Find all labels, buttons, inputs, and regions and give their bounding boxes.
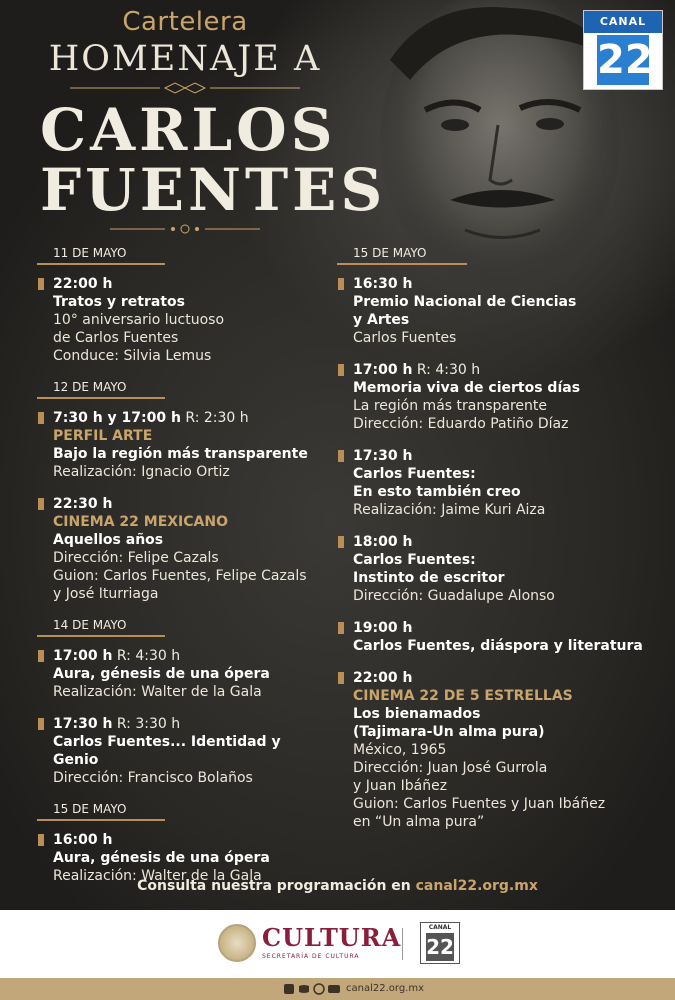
canal22-logo-label: CANAL: [584, 11, 662, 33]
cartelera-label: Cartelera: [122, 7, 248, 37]
consulta-text: Consulta nuestra programación en: [137, 878, 416, 894]
event-detail: Dirección: Guadalupe Alonso: [353, 588, 555, 604]
date-heading: 11 DE MAYO: [37, 245, 165, 265]
date-heading: 12 DE MAYO: [37, 379, 165, 399]
schedule-event: [337, 361, 657, 433]
event-detail: La región más transparente: [353, 398, 548, 414]
event-detail: Carlos Fuentes: [353, 330, 457, 346]
event-title: Carlos Fuentes:: [353, 466, 476, 482]
canal22-small-logo: [420, 922, 460, 964]
schedule-event: [37, 715, 327, 787]
schedule-event: [337, 447, 657, 519]
event-detail: 10° aniversario luctuoso: [53, 312, 225, 328]
event-detail: Dirección: Juan José Gurrola: [353, 760, 548, 776]
event-time: 22:30 h: [53, 496, 113, 512]
event-detail: Guion: Carlos Fuentes, Felipe Cazals: [53, 568, 307, 584]
event-detail: Realización: Jaime Kuri Aiza: [353, 502, 546, 518]
event-rerun: R: 4:30 h: [416, 362, 481, 378]
event-detail: Conduce: Silvia Lemus: [53, 348, 212, 364]
schedule-event: [337, 533, 657, 605]
event-detail: Dirección: Felipe Cazals: [53, 550, 219, 566]
consulta-url-link[interactable]: canal22.org.mx: [415, 878, 538, 894]
consulta-line: [0, 878, 675, 894]
ornament-divider-icon: [70, 81, 300, 95]
event-detail: y Juan Ibáñez: [353, 778, 448, 794]
event-detail: Realización: Walter de la Gala: [53, 868, 262, 884]
event-title: Premio Nacional de Ciencias: [353, 294, 577, 310]
event-time: 22:00 h: [353, 670, 413, 686]
event-title-continued: y Artes: [353, 312, 410, 328]
schedule-event: [37, 495, 327, 603]
social-bar: [0, 978, 675, 1000]
event-detail: México, 1965: [353, 742, 447, 758]
canal22-logo-number: 22: [597, 37, 653, 83]
schedule-right-column: [337, 245, 657, 845]
twitter-icon[interactable]: [299, 985, 309, 993]
event-rerun: R: 3:30 h: [116, 716, 181, 732]
canal22-small-logo-number: 22: [426, 935, 454, 959]
title-block: [40, 6, 387, 240]
event-detail: y José Iturriaga: [53, 586, 159, 602]
event-title: Aura, génesis de una ópera: [53, 666, 270, 682]
event-title: Tratos y retratos: [53, 294, 185, 310]
event-title-continued: En esto también creo: [353, 484, 521, 500]
facebook-icon[interactable]: [284, 984, 294, 994]
secretaria-label: SECRETARÍA DE CULTURA: [262, 953, 360, 960]
event-time: 22:00 h: [53, 276, 113, 292]
event-title: Aquellos años: [53, 532, 164, 548]
name-last: FUENTES: [40, 156, 387, 224]
event-title-continued: (Tajimara-Un alma pura): [353, 724, 545, 740]
date-heading: 15 DE MAYO: [37, 801, 165, 821]
event-time: 16:30 h: [353, 276, 413, 292]
event-detail: Realización: Ignacio Ortiz: [53, 464, 230, 480]
homenaje-heading: HOMENAJE A: [48, 39, 322, 79]
schedule-event: [37, 831, 327, 885]
event-title: Bajo la región más transparente: [53, 446, 308, 462]
event-time: 16:00 h: [53, 832, 113, 848]
youtube-icon[interactable]: [328, 985, 340, 993]
event-title-continued: Instinto de escritor: [353, 570, 505, 586]
footer-divider: [402, 928, 403, 960]
schedule-event: [337, 275, 657, 347]
canal22-small-logo-label: CANAL: [428, 924, 452, 931]
event-time: 17:30 h: [353, 448, 413, 464]
event-title: Carlos Fuentes:: [353, 552, 476, 568]
event-program: CINEMA 22 MEXICANO: [53, 514, 228, 530]
schedule-event: [37, 647, 327, 701]
event-time: 17:30 h: [53, 716, 113, 732]
event-title: Aura, génesis de una ópera: [53, 850, 270, 866]
event-rerun: R: 4:30 h: [116, 648, 181, 664]
event-time: 7:30 h y 17:00 h: [53, 410, 181, 426]
schedule-event: [337, 669, 657, 831]
date-heading: 14 DE MAYO: [37, 617, 165, 637]
event-title: Los bienamados: [353, 706, 481, 722]
event-detail: Dirección: Francisco Bolaños: [53, 770, 253, 786]
event-time: 17:00 h: [53, 648, 113, 664]
schedule-event: [37, 275, 327, 365]
event-program: PERFIL ARTE: [53, 428, 153, 444]
footer-bar: [0, 910, 675, 978]
event-time: 19:00 h: [353, 620, 413, 636]
event-program: CINEMA 22 DE 5 ESTRELLAS: [353, 688, 573, 704]
event-rerun: R: 2:30 h: [185, 410, 249, 426]
date-heading: 15 DE MAYO: [337, 245, 467, 265]
instagram-icon[interactable]: [314, 984, 324, 994]
social-icons: [284, 983, 342, 995]
coat-of-arms-seal-icon: [218, 924, 256, 962]
schedule-left-column: [37, 245, 327, 899]
social-url-link[interactable]: canal22.org.mx: [346, 983, 425, 994]
event-detail: Guion: Carlos Fuentes y Juan Ibáñez: [353, 796, 606, 812]
event-detail: de Carlos Fuentes: [53, 330, 179, 346]
event-detail: Realización: Walter de la Gala: [53, 684, 262, 700]
schedule-event: [37, 409, 327, 481]
name-first: CARLOS: [40, 96, 337, 164]
event-title: Carlos Fuentes, diáspora y literatura: [353, 638, 643, 654]
event-title: Carlos Fuentes... Identidad y Genio: [53, 734, 281, 768]
event-time: 18:00 h: [353, 534, 413, 550]
event-title: Memoria viva de ciertos días: [353, 380, 581, 396]
ornament-bottom-icon: [110, 222, 260, 236]
event-detail: en “Un alma pura”: [353, 814, 485, 830]
canal22-logo: [583, 10, 663, 90]
event-detail: Dirección: Eduardo Patiño Díaz: [353, 416, 569, 432]
schedule-event: [337, 619, 657, 655]
cultura-wordmark: CULTURA: [262, 923, 402, 952]
event-time: 17:00 h: [353, 362, 413, 378]
